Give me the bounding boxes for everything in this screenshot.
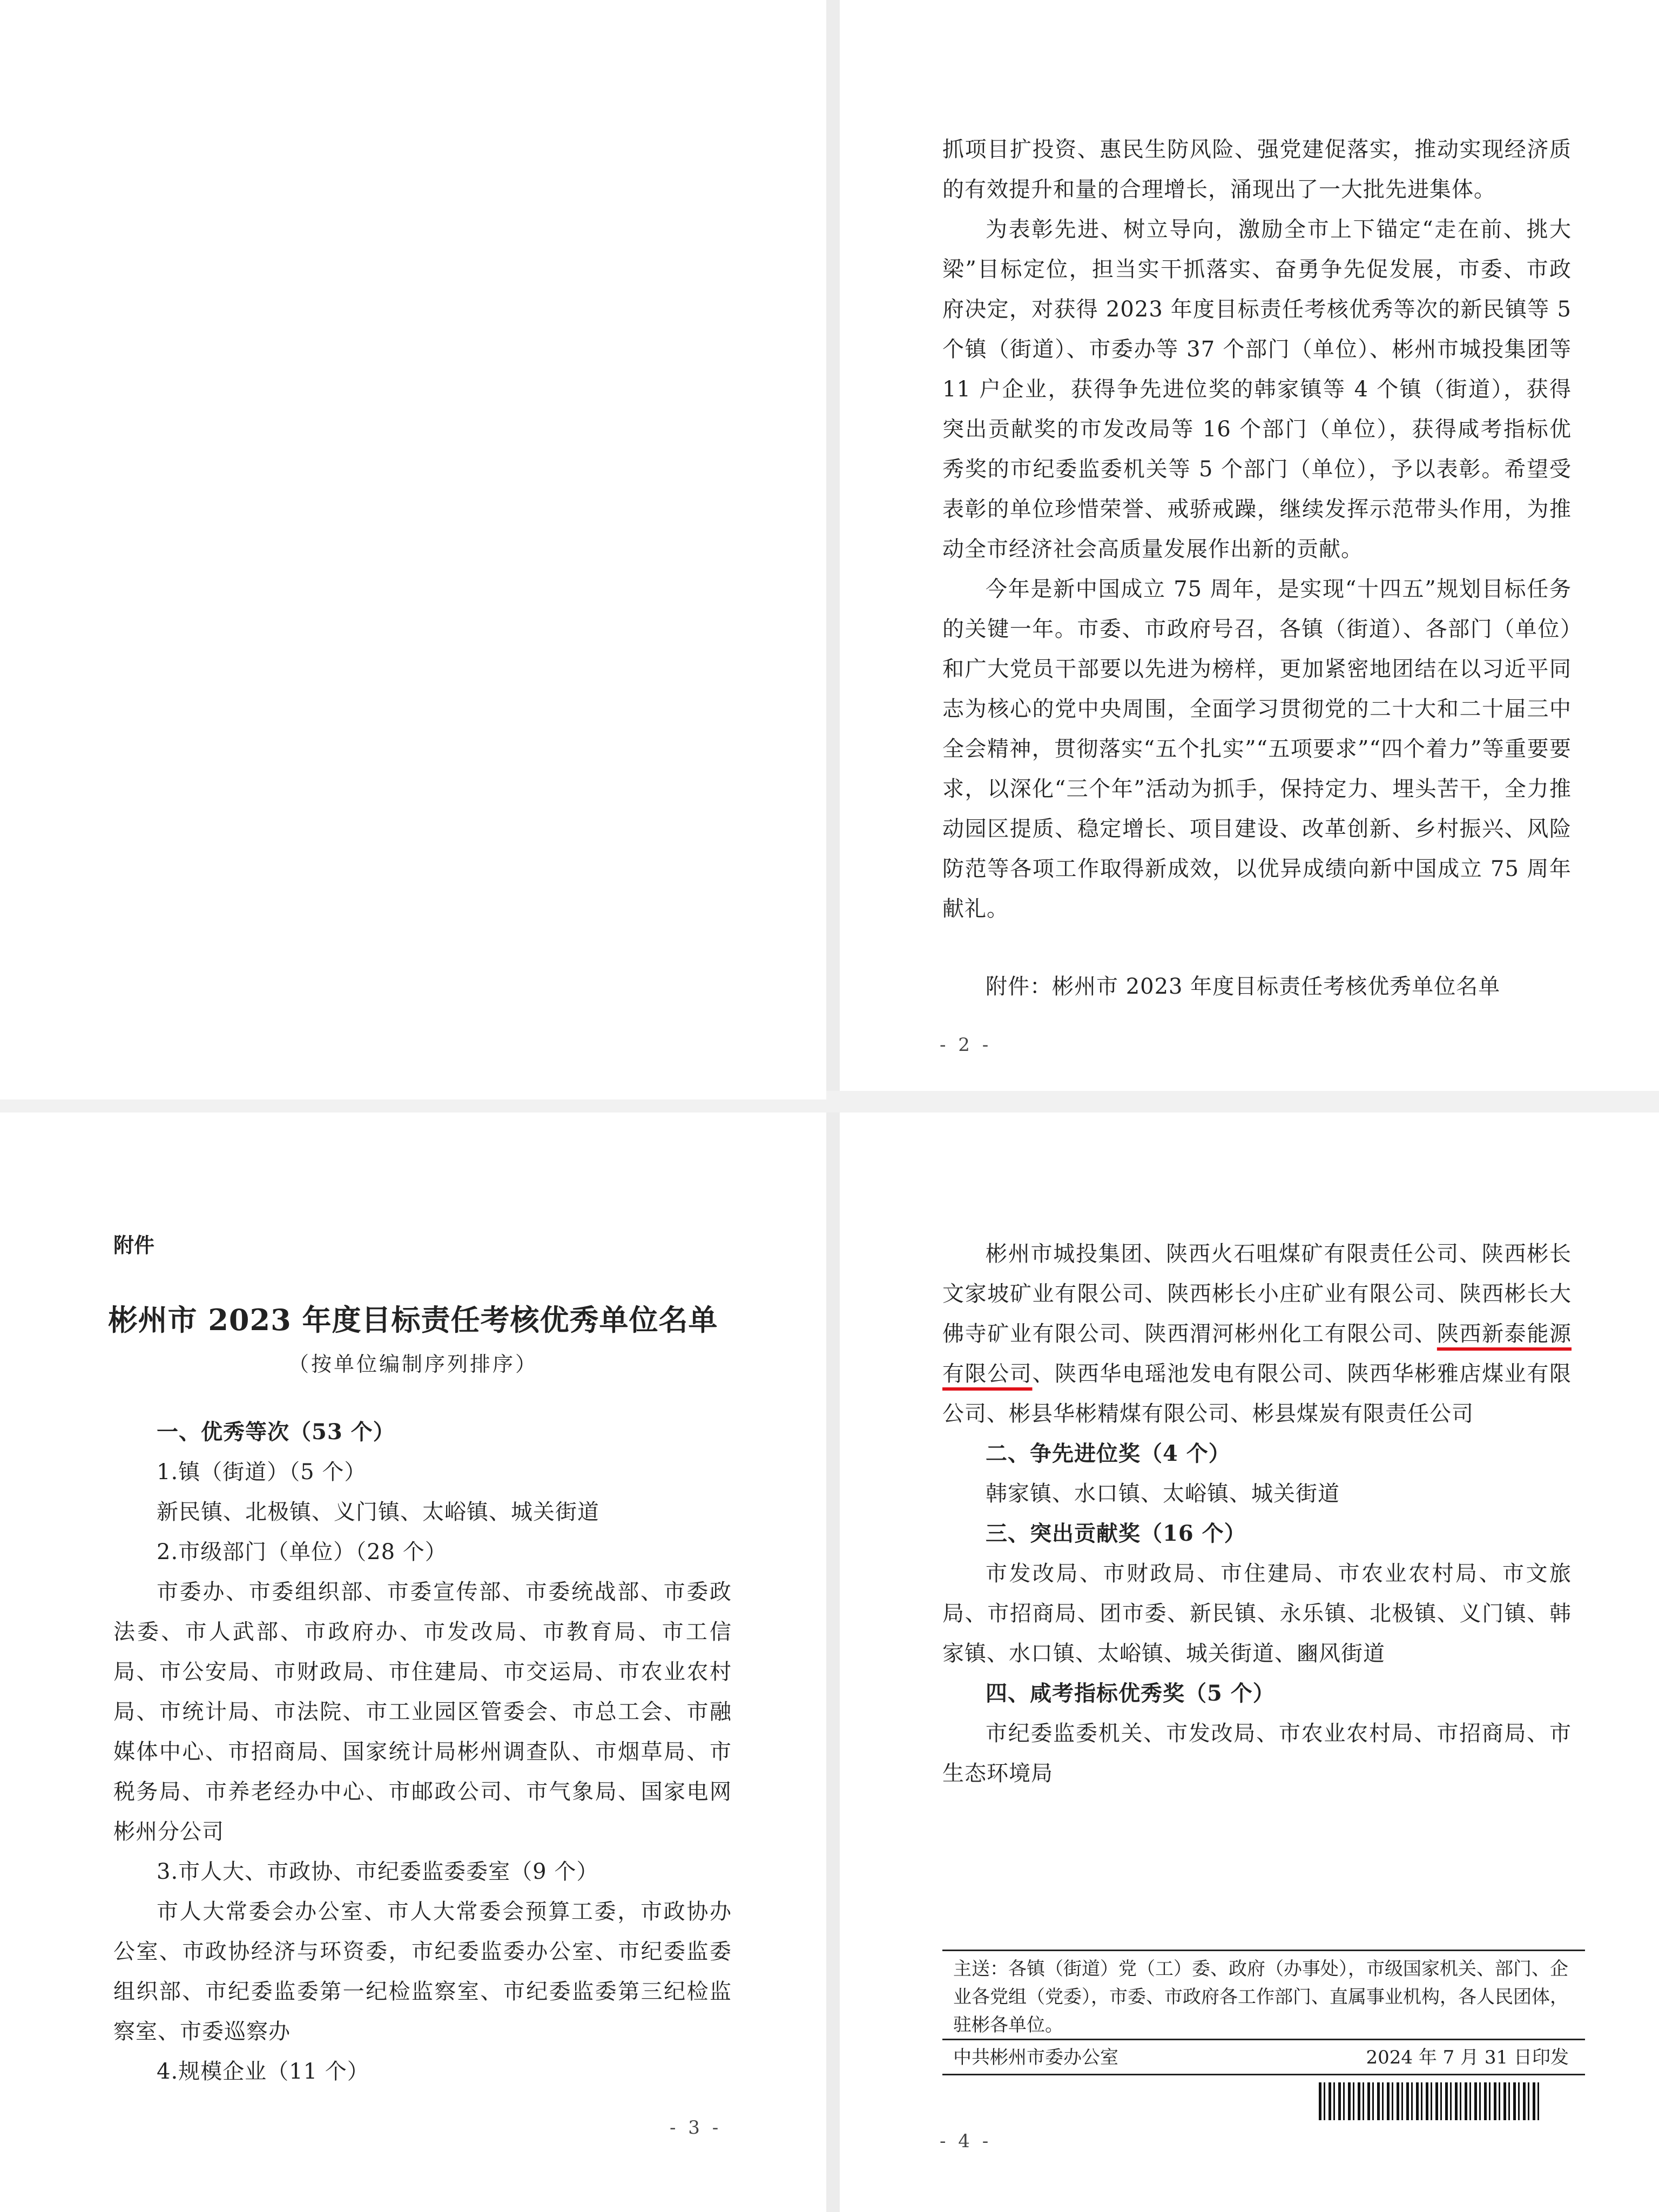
rule bbox=[942, 2039, 1585, 2040]
paragraph: 抓项目扩投资、惠民生防风险、强党建促落实，推动实现经济质的有效提升和量的合理增长，涌现出了一大批先进集体。 bbox=[942, 137, 1572, 202]
page-3 bbox=[0, 0, 826, 1100]
barcode bbox=[1319, 2082, 1540, 2120]
subsection-heading: 4.规模企业（11 个） bbox=[157, 2059, 369, 2084]
unit-list: 新民镇、北极镇、义门镇、太峪镇、城关街道 bbox=[157, 1500, 599, 1525]
section-heading: 一、优秀等次（53 个） bbox=[157, 1419, 395, 1445]
section-heading: 四、咸考指标优秀奖（5 个） bbox=[986, 1681, 1275, 1706]
print-date: 2024 年 7 月 31 日印发 bbox=[1366, 2047, 1569, 2068]
page-2 bbox=[840, 0, 1659, 1091]
distribution-text: 主送：各镇（街道）党（工）委、政府（办事处），市级国家机关、部门、企业各党组（党委），市委、市政府各工作部门、直属事业机构，各人民团体，驻彬各单位。 bbox=[953, 1958, 1568, 2036]
attachment-note: 附件：彬州市 2023 年度目标责任考核优秀单位名单 bbox=[986, 974, 1501, 999]
page-3-body bbox=[113, 1412, 732, 2092]
unit-list: 韩家镇、水口镇、太峪镇、城关街道 bbox=[986, 1481, 1340, 1506]
list-subtitle: （按单位编制序列排序） bbox=[288, 1352, 538, 1376]
section-heading: 三、突出贡献奖（16 个） bbox=[986, 1521, 1246, 1546]
unit-list: 市纪委监委机关、市发改局、市农业农村局、市招商局、市生态环境局 bbox=[942, 1721, 1572, 1786]
page-2-body bbox=[942, 130, 1572, 929]
subsection-heading: 2.市级部门（单位）（28 个） bbox=[157, 1540, 447, 1564]
enterprise-list-part: 、陕西华电瑶池发电有限公司、陕西华彬雅店煤业有限公司、彬县华彬精煤有限公司、彬县煤炭有限责任公司 bbox=[942, 1361, 1572, 1426]
unit-list: 市发改局、市财政局、市住建局、市农业农村局、市文旅局、市招商局、团市委、新民镇、永乐镇、北极镇、义门镇、韩家镇、水口镇、太峪镇、城关街道、豳风街道 bbox=[942, 1561, 1572, 1666]
issuer: 中共彬州市委办公室 bbox=[953, 2047, 1118, 2068]
rule bbox=[942, 1950, 1585, 1951]
attachment-label: 附件 bbox=[113, 1233, 155, 1257]
subsection-heading: 1.镇（街道）（5 个） bbox=[157, 1460, 367, 1485]
enterprise-list-part: 彬州市城投集团、陕西火石咀煤矿有限责任公司、陕西彬长文家坡矿业有限公司、陕西彬长小庄矿业有限公司、陕西彬长大佛寺矿业有限公司、陕西渭河彬州化工有限公司、 bbox=[942, 1242, 1572, 1346]
page-4-body bbox=[942, 1234, 1572, 1793]
highlighted-company: 陕西新泰能源有限公司 bbox=[942, 1321, 1572, 1386]
page-number: - 4 - bbox=[940, 2130, 992, 2152]
list-title: 彬州市 2023 年度目标责任考核优秀单位名单 bbox=[108, 1303, 718, 1337]
subsection-heading: 3.市人大、市政协、市纪委监委委室（9 个） bbox=[157, 1859, 599, 1884]
unit-list: 市人大常委会办公室、市人大常委会预算工委，市政协办公室、市政协经济与环资委，市纪委监委办公室、市纪委监委组织部、市纪委监委第一纪检监察室、市纪委监委第三纪检监察室、市委巡察办 bbox=[113, 1899, 732, 2044]
rule bbox=[942, 2074, 1585, 2075]
paragraph: 为表彰先进、树立导向，激励全市上下锚定“走在前、挑大梁”目标定位，担当实干抓落实、奋勇争先促发展，市委、市政府决定，对获得 2023 年度目标责任考核优秀等次的新民镇等 5 个镇（街道）、市委办等 37 个部门（单位）、彬州市城投集团等 11 户企业，获得争先进位奖的韩家镇等 4 个镇（街道），获得突出贡献奖的市发改局等 16 个部门（单位），获得咸考指标优秀奖的市纪委监委机关等 5 个部门（单位），予以表彰。希望受表彰的单位珍惜荣誉、戒骄戒躁，继续发挥示范带头作用，为推动全市经济社会高质量发展作出新的贡献。 bbox=[942, 217, 1572, 562]
section-heading: 二、争先进位奖（4 个） bbox=[986, 1441, 1231, 1466]
paragraph: 今年是新中国成立 75 周年，是实现“十四五”规划目标任务的关键一年。市委、市政府号召，各镇（街道）、各部门（单位）和广大党员干部要以先进为榜样，更加紧密地团结在以习近平同志为核心的党中央周围，全面学习贯彻党的二十大和二十届三中全会精神，贯彻落实“五个扎实”“五项要求”“四个着力”等重要要求，以深化“三个年”活动为抓手，保持定力、埋头苦干，全力推动园区提质、稳定增长、项目建设、改革创新、乡村振兴、风险防范等各项工作取得新成效，以优异成绩向新中国成立 75 周年献礼。 bbox=[942, 577, 1572, 921]
page-number: - 3 - bbox=[670, 2117, 722, 2139]
page-number: - 2 - bbox=[940, 1034, 992, 1056]
enterprise-list bbox=[942, 1234, 1572, 1434]
unit-list: 市委办、市委组织部、市委宣传部、市委统战部、市委政法委、市人武部、市政府办、市发改局、市教育局、市工信局、市公安局、市财政局、市住建局、市交运局、市农业农村局、市统计局、市法院、市工业园区管委会、市总工会、市融媒体中心、市招商局、国家统计局彬州调查队、市烟草局、市税务局、市养老经办中心、市邮政公司、市气象局、国家电网彬州分公司 bbox=[113, 1580, 732, 1844]
